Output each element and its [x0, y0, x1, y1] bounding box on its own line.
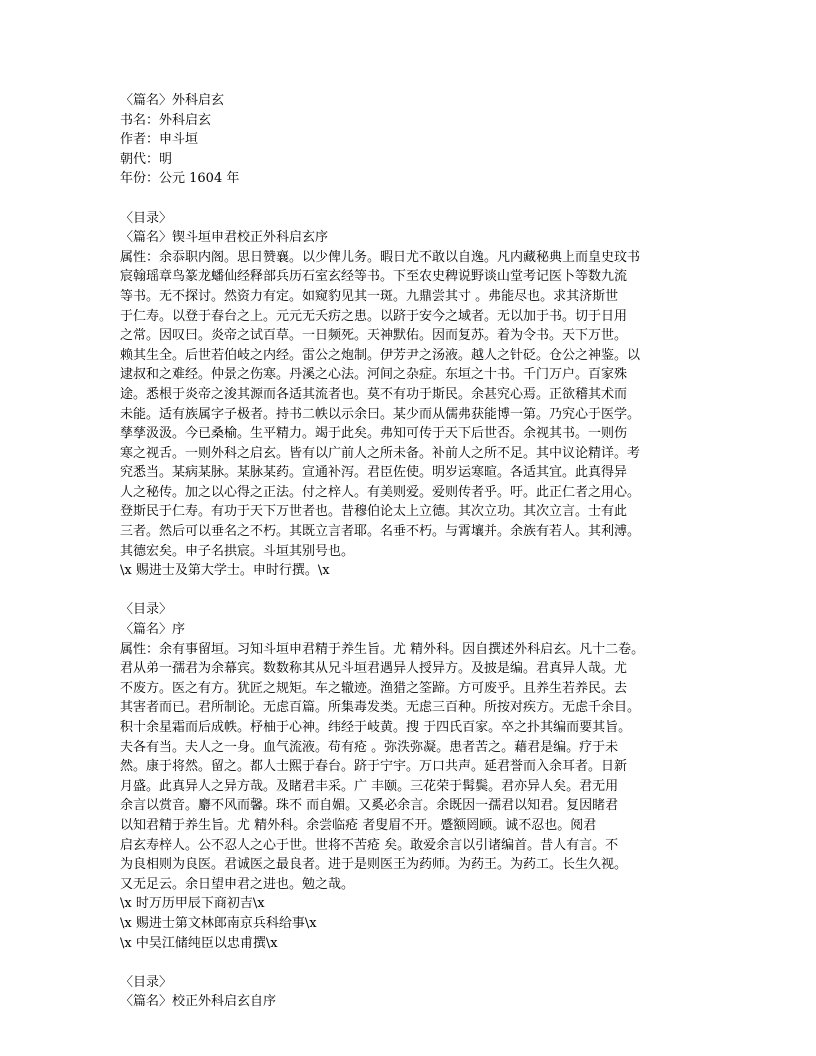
text-line: 于仁寿。以登于春台之上。元元无夭疠之患。以跻于安今之域者。无以加于书。切于日用 — [120, 308, 628, 324]
text-line: \x 赐进士第文林郎南京兵科给事\x — [120, 915, 317, 931]
text-line: 登斯民于仁寿。有功于天下万世者也。昔穆伯论太上立德。其次立功。其次立言。士有此 — [120, 504, 628, 520]
section-title: 〈篇名〉锲斗垣申君校正外科启玄序 — [120, 230, 329, 246]
text-line: \x 赐进士及第大学士。申时行撰。\x — [120, 563, 330, 579]
author: 作者：申斗垣 — [120, 132, 199, 148]
text-line: \x 中吴江储纯臣以忠甫撰\x — [120, 935, 278, 951]
spacer — [120, 189, 680, 209]
text-line: \x 时万历甲辰下商初吉\x — [120, 896, 265, 912]
section-title: 〈篇名〉校正外科启玄自序 — [120, 994, 277, 1010]
document-page — [120, 91, 680, 1012]
text-line: 启玄寿梓人。公不忍人之心于世。世将不苦疮 矣。敢爱余言以引诸编首。昔人有言。不 — [120, 837, 619, 853]
text-line: 等书。无不探讨。然资力有定。如窥豹见其一斑。九鼎尝其寸 。弗能尽也。求其济斯世 — [120, 288, 619, 304]
text-line: 余言以赏音。麝不风而馨。珠不 而自媚。又奚必余言。余既因一孺君以知君。复因睹君 — [120, 798, 619, 814]
section-label: 〈篇名〉外科启玄 — [120, 93, 225, 108]
sections-container — [120, 209, 680, 1012]
dynasty: 朝代：明 — [120, 151, 173, 167]
text-line: 又无足云。余日望申君之进也。勉之哉。 — [120, 876, 355, 892]
spacer — [120, 581, 680, 601]
text-line: 属性：余忝职内阁。思日赞襄。以少俾儿务。暇日尤不敢以自逸。凡内藏秘典上而皇史玟书 — [120, 249, 641, 265]
text-line: 究悉当。某病某脉。某脉某药。宣通补泻。君臣佐使。明岁运寒暄。各适其宜。此真得异 — [120, 465, 628, 481]
text-line: 夫各有当。夫人之一身。血气流液。苟有疮 。弥泆弥凝。患者苦之。藉君是编。疗于未 — [120, 739, 619, 755]
text-line: 赖其生全。后世若伯岐之内经。雷公之炮制。伊芳尹之汤液。越人之针砭。仓公之神鉴。以 — [120, 347, 641, 363]
text-line: 寒之视舌。一则外科之启玄。皆有以广前人之所未备。补前人之所不足。其中议论精详。考 — [120, 445, 641, 461]
text-line: 其害者而已。君所制论。无虑百篇。所集毒发类。无虑三百种。所按对疾方。无虑千余目。 — [120, 700, 641, 716]
spacer — [120, 953, 680, 973]
text-line: 未能。适有族属字子极者。持书二帙以示余曰。某少而从儒弗获能博一第。乃究心于医学。 — [120, 406, 641, 422]
text-line: 君从弟一孺君为余幕宾。数数称其从兄斗垣君遇异人授异方。及披是编。君真异人哉。尤 — [120, 661, 628, 677]
text-line: 之常。因叹曰。炎帝之试百草。一日频死。天神默佑。因而复苏。着为令书。天下万世。 — [120, 328, 628, 344]
text-line: 孳孳汲汲。今已桑榆。生平精力。竭于此矣。弗知可传于天下后世否。余视其书。一则伤 — [120, 426, 628, 442]
toc-label: 〈目录〉 — [120, 974, 173, 990]
text-line: 月盛。此真异人之异方哉。及睹君丰采。广 丰颐。三花荣于髯鬓。君亦异人矣。君无用 — [120, 778, 619, 794]
text-line: 为良相则为良医。君诚医之最良者。进于是则医王为药师。为药王。为药工。长生久视。 — [120, 857, 628, 873]
text-line: 然。康于将然。留之。都人士熙于春台。跻于宁宇。万口共声。延君誉而入余耳者。日新 — [120, 759, 628, 775]
text-line: 逮叔和之难经。仲景之伤寒。丹溪之心法。河间之杂症。东垣之十书。千门万户。百家殊 — [120, 367, 628, 383]
text-line: 其德宏矣。申子名拱宸。斗垣其别号也。 — [120, 543, 355, 559]
book-name: 书名：外科启玄 — [120, 112, 212, 128]
text-line: 以知君精于养生旨。尤 精外科。余尝临疮 者叟眉不开。蹙额罔顾。诚不忍也。阅君 — [120, 817, 597, 833]
year: 年份：公元 1604 年 — [120, 171, 240, 187]
text-line: 途。悉根于炎帝之浚其源而各适其流者也。莫不有功于斯民。余甚究心焉。正欲稽其术而 — [120, 386, 628, 402]
text-line: 人之秘传。加之以心得之正法。付之梓人。有美则爱。爱则传者乎。吁。此正仁者之用心。 — [120, 484, 641, 500]
toc-label: 〈目录〉 — [120, 602, 173, 618]
text-line: 不废方。医之有方。犹匠之规矩。车之辙迹。渔猎之筌蹄。方可废乎。且养生若养民。去 — [120, 680, 628, 696]
section-title: 〈篇名〉序 — [120, 622, 186, 638]
toc-label: 〈目录〉 — [120, 210, 173, 226]
text-line: 三者。然后可以垂名之不朽。其既立言者耶。名垂不朽。与霄壤并。余族有若人。其利溥。 — [120, 524, 641, 540]
text-line: 属性：余有事留垣。习知斗垣申君精于养生旨。尤 精外科。因自撰述外科启玄。凡十二卷。 — [120, 641, 645, 657]
text-line: 宸翰瑶章鸟篆龙蟠仙经释部兵历石室玄经等书。下至农史稗说野谈山堂考记医卜等数九流 — [120, 269, 628, 285]
text-line: 积十余星霜而后成帙。杼柚于心神。纬经于岐黄。搜 于四氏百家。卒之扑其编而要其旨。 — [120, 720, 632, 735]
